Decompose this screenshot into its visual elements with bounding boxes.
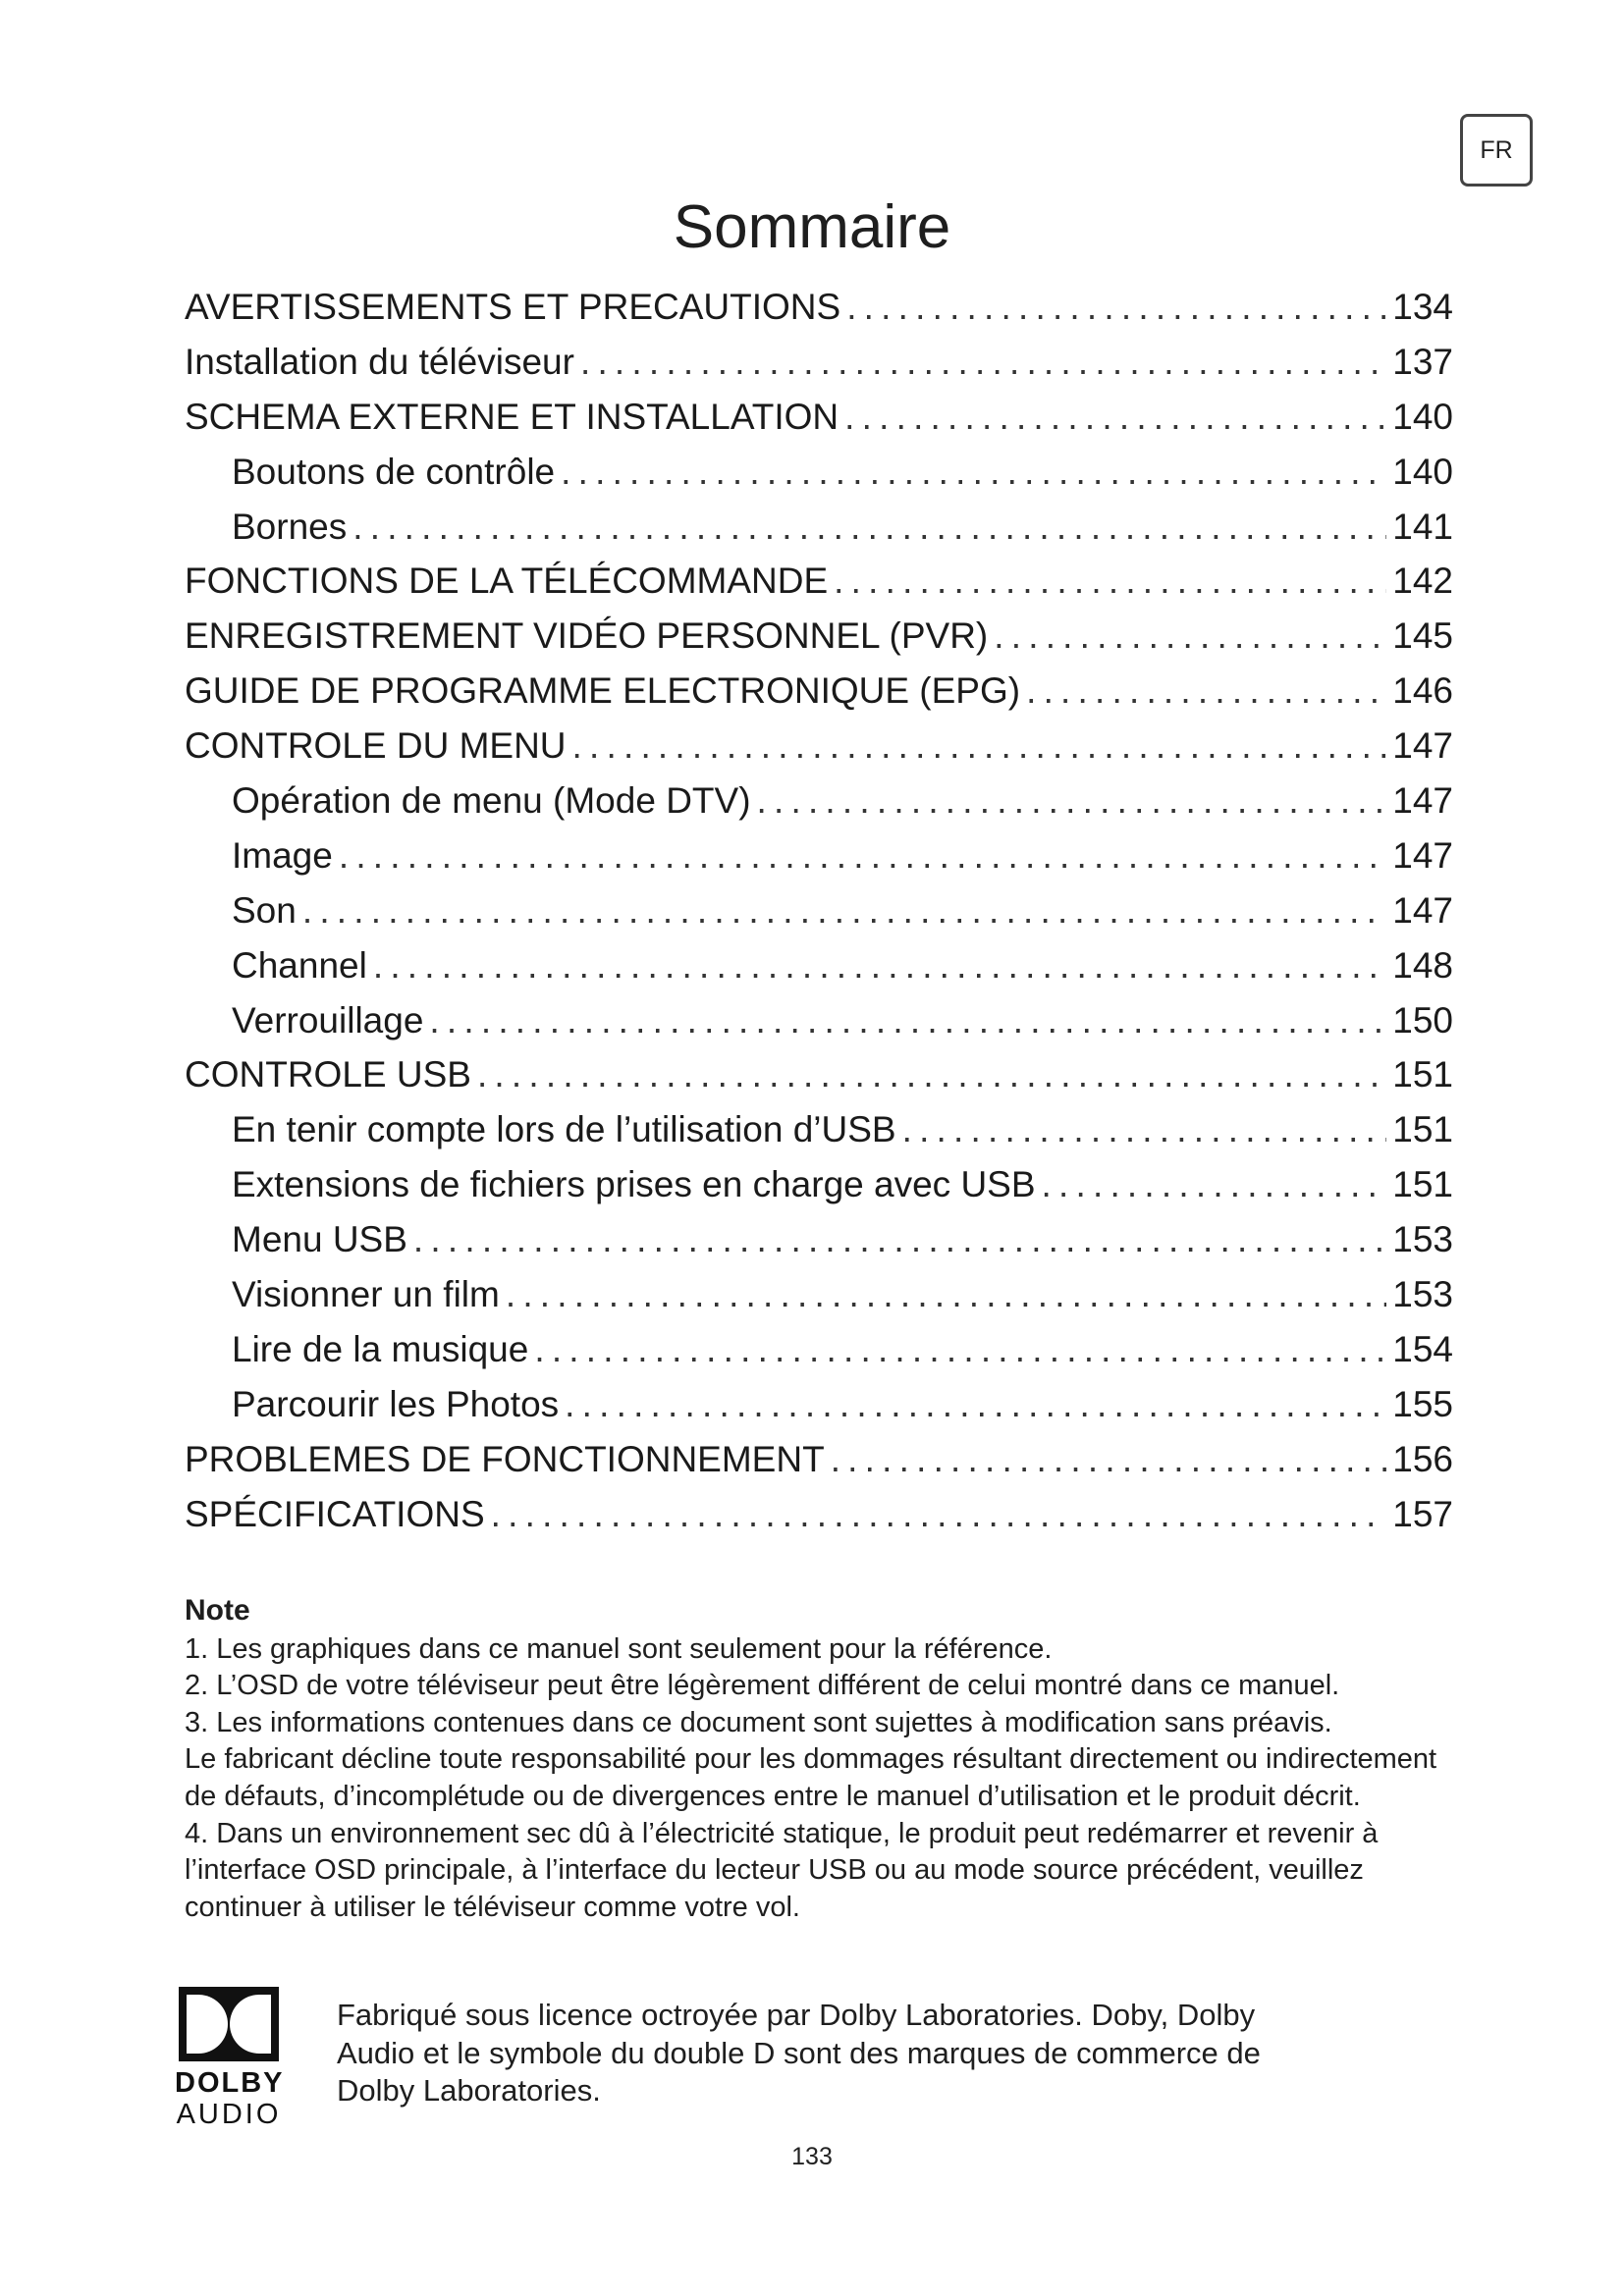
toc-entry [185, 1267, 1453, 1322]
toc-leader-dots [572, 719, 1387, 774]
note-line-2: 2. L’OSD de votre téléviseur peut être légèrement différent de celui montré dans ce manuel. [185, 1670, 1340, 1702]
toc-leader-dots [834, 554, 1386, 609]
toc-leader-dots [846, 280, 1386, 335]
toc-entry [185, 1102, 1453, 1157]
toc-entry [185, 1432, 1453, 1487]
toc-entry-page: 153 [1392, 1274, 1453, 1315]
toc-entry-label: Channel [232, 944, 367, 986]
toc-entry [185, 335, 1453, 390]
toc-entry-label: AVERTISSEMENTS ET PRECAUTIONS [185, 287, 841, 327]
toc-leader-dots [994, 609, 1386, 664]
toc-entry-page: 151 [1392, 1054, 1453, 1095]
page-title: Sommaire [673, 193, 951, 261]
toc-entry-page: 147 [1392, 780, 1453, 822]
toc-leader-dots [565, 1377, 1386, 1432]
toc-entry-label: Verrouillage [232, 999, 424, 1041]
toc-entry-page: 147 [1392, 834, 1453, 876]
toc-leader-dots [477, 1047, 1386, 1102]
toc-leader-dots [757, 774, 1387, 828]
toc-entry-label: CONTROLE DU MENU [185, 725, 567, 767]
toc-leader-dots [902, 1102, 1387, 1157]
toc-entry-page: 151 [1392, 1164, 1453, 1205]
toc-entry-label: Installation du téléviseur [185, 341, 574, 382]
toc-entry-label: Son [232, 889, 297, 931]
toc-leader-dots [580, 335, 1386, 390]
toc-entry [185, 609, 1453, 664]
note-section [185, 1592, 1461, 1926]
toc-entry-label: En tenir compte lors de l’utilisation d’USB [232, 1109, 896, 1150]
toc-entry-page: 140 [1392, 396, 1453, 437]
toc-entry [185, 1322, 1453, 1377]
toc-entry-page: 147 [1392, 889, 1453, 931]
language-badge: FR [1460, 114, 1533, 187]
toc-entry [185, 664, 1453, 719]
toc-entry-label: Parcourir les Photos [232, 1383, 560, 1424]
toc-leader-dots [352, 500, 1386, 555]
toc-entry [185, 390, 1453, 445]
toc-entry-label: CONTROLE USB [185, 1054, 471, 1095]
note-line-1: 1. Les graphiques dans ce manuel sont seulement pour la référence. [185, 1632, 1053, 1665]
toc-entry-page: 147 [1392, 725, 1453, 767]
dolby-logo-text: DOLBY [175, 2067, 285, 2099]
toc-leader-dots [1026, 664, 1386, 719]
toc-leader-dots [1042, 1157, 1387, 1212]
toc-entry-page: 155 [1392, 1383, 1453, 1424]
toc-entry-page: 153 [1392, 1219, 1453, 1260]
toc-entry-page: 145 [1392, 615, 1453, 657]
toc-entry [185, 1047, 1453, 1102]
toc-entry-label: Menu USB [232, 1219, 407, 1260]
dolby-audio-logo [175, 1985, 283, 2132]
toc-leader-dots [413, 1212, 1386, 1267]
toc-entry [185, 938, 1453, 993]
toc-leader-dots [506, 1267, 1386, 1322]
toc-leader-dots [534, 1322, 1386, 1377]
toc-leader-dots [429, 993, 1386, 1048]
toc-entry-page: 142 [1392, 561, 1453, 602]
toc-entry [185, 554, 1453, 609]
toc-entry [185, 774, 1453, 828]
note-title: Note [185, 1594, 250, 1627]
toc-entry-label: Visionner un film [232, 1274, 500, 1315]
toc-entry [185, 1487, 1453, 1542]
toc-entry-page: 154 [1392, 1328, 1453, 1369]
toc-entry-label: PROBLEMES DE FONCTIONNEMENT [185, 1438, 825, 1479]
toc-entry-label: FONCTIONS DE LA TÉLÉCOMMANDE [185, 561, 829, 602]
toc-entry [185, 883, 1453, 938]
toc-entry [185, 993, 1453, 1048]
toc-entry-label: Opération de menu (Mode DTV) [232, 780, 751, 822]
toc-entry-label: Boutons de contrôle [232, 451, 556, 492]
toc-entry [185, 828, 1453, 883]
toc-leader-dots [561, 445, 1386, 500]
toc-entry [185, 445, 1453, 500]
toc-entry-page: 157 [1392, 1493, 1453, 1534]
toc-leader-dots [302, 883, 1386, 938]
toc-entry [185, 500, 1453, 555]
toc-entry-label: Lire de la musique [232, 1328, 529, 1369]
toc-entry-page: 150 [1392, 999, 1453, 1041]
toc-entry-label: Image [232, 834, 333, 876]
note-disclaimer: Le fabricant décline toute responsabilité pour les dommages résultant directement ou indirectement de défauts, d’incomplétude ou de divergences entre le manuel d’utilisation et le produit décrit. [185, 1743, 1437, 1812]
toc-entry-label: Extensions de fichiers prises en charge avec USB [232, 1164, 1036, 1205]
dolby-double-d-icon [175, 1985, 283, 2063]
toc-entry-page: 137 [1392, 341, 1453, 382]
toc-entry-label: ENREGISTREMENT VIDÉO PERSONNEL (PVR) [185, 615, 989, 657]
dolby-license-text: Fabriqué sous licence octroyée par Dolby Laboratories. Doby, Dolby Audio et le symbole du double D sont des marques de commerce de Dolby Laboratories. [337, 1998, 1261, 2108]
toc-entry-page: 146 [1392, 670, 1453, 712]
toc-entry-page: 148 [1392, 944, 1453, 986]
note-line-3: 3. Les informations contenues dans ce document sont sujettes à modification sans préavis. [185, 1706, 1332, 1738]
toc-entry-page: 156 [1392, 1438, 1453, 1479]
toc-entry-label: Bornes [232, 506, 348, 547]
toc-entry [185, 280, 1453, 335]
toc-leader-dots [844, 390, 1386, 445]
toc-leader-dots [491, 1487, 1387, 1542]
toc-leader-dots [831, 1432, 1387, 1487]
page-number: 133 [791, 2143, 833, 2170]
toc-entry-label: SCHEMA EXTERNE ET INSTALLATION [185, 396, 839, 437]
toc-entry-page: 134 [1392, 287, 1453, 327]
table-of-contents [185, 280, 1453, 1541]
toc-entry [185, 1377, 1453, 1432]
toc-entry [185, 719, 1453, 774]
audio-logo-text: AUDIO [176, 2099, 282, 2130]
toc-entry [185, 1212, 1453, 1267]
toc-entry-page: 141 [1392, 506, 1453, 547]
toc-leader-dots [339, 828, 1386, 883]
toc-entry-page: 151 [1392, 1109, 1453, 1150]
toc-entry [185, 1157, 1453, 1212]
toc-entry-label: SPÉCIFICATIONS [185, 1493, 485, 1534]
note-line-4: 4. Dans un environnement sec dû à l’électricité statique, le produit peut redémarrer et revenir à l’interface OSD principale, à l’interface du lecteur USB ou au mode source précédent, veuillez continuer à utiliser le téléviseur comme votre vol. [185, 1817, 1379, 1923]
toc-entry-page: 140 [1392, 451, 1453, 492]
toc-leader-dots [373, 938, 1386, 993]
toc-entry-label: GUIDE DE PROGRAMME ELECTRONIQUE (EPG) [185, 670, 1021, 712]
